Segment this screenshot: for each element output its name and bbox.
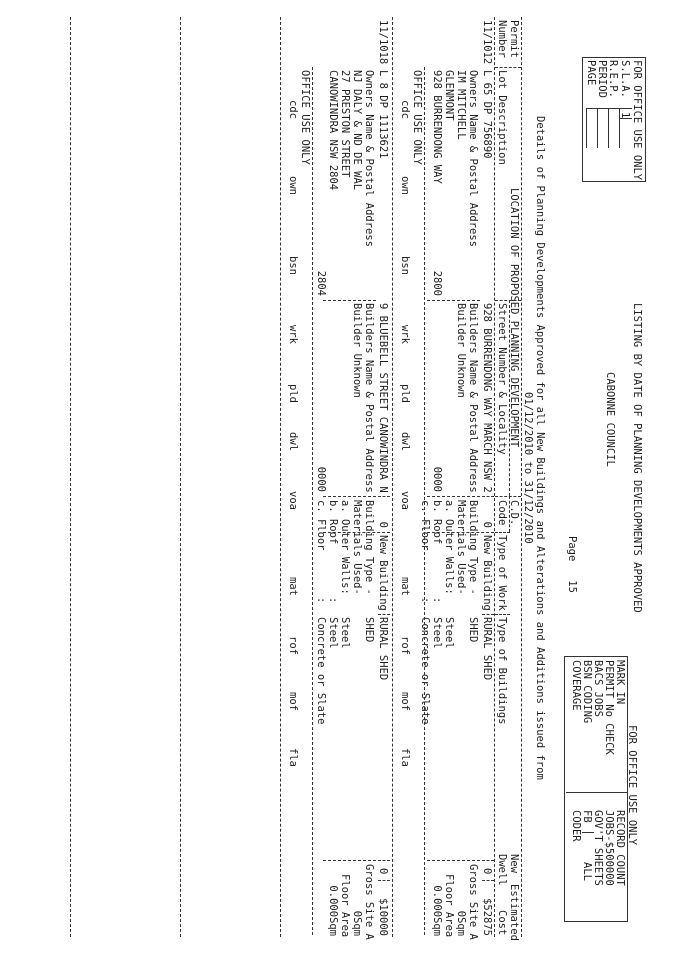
office-left-entry-underline-4: [586, 108, 587, 148]
record-2-builder-divider: [323, 496, 376, 497]
office-left-value-sla: 1: [619, 112, 631, 119]
office-right-title: FOR OFFICE USE ONLY: [626, 725, 638, 846]
record-2-site-label: Gross Site A: [363, 864, 375, 940]
record-2-owner-line-1: NJ DALY & ND DE WAL: [351, 70, 363, 191]
record-1-office-code-cdc: cdc: [399, 100, 411, 119]
record-2-work: New Building: [377, 535, 389, 611]
record-1-dwell-right: [482, 880, 494, 881]
record-2-dwell-left: [378, 860, 390, 861]
record-2-building-type: SHED: [363, 617, 375, 643]
record-1-office-code-own: own: [399, 176, 411, 195]
column-type-of-work: Type of Work: [496, 535, 508, 611]
record-2-office-code-rof: rof: [287, 636, 299, 655]
record-1-dwell-left: [482, 860, 494, 861]
record-1-office-rule-top: [424, 67, 425, 935]
record-2-street: 9 BLUEBELL STREET CANOWINDRA N: [377, 303, 389, 493]
column-estimated-line-1: Estimated: [508, 884, 520, 941]
record-1-floor-area-value: 0.000Sqm: [431, 885, 443, 936]
office-left-label-period: PERIOD: [596, 60, 608, 98]
record-2-materials-label: Materials Used-: [351, 500, 363, 595]
record-1-walls: Steel: [443, 617, 455, 649]
office-right-jobs-500000: JOBS-$500000: [603, 810, 615, 886]
record-1-materials-label: Materials Used-: [455, 500, 467, 595]
office-left-label-sla: S.L.A.: [619, 60, 631, 98]
record-1-site-value: 0Sqm: [455, 910, 467, 936]
record-2-walls: Steel: [339, 617, 351, 649]
column-divider-location: [495, 300, 521, 301]
record-2-builder-line-1: Builder Unknown: [351, 303, 363, 398]
date-range: 01/12/2010 to 31/12/2010: [522, 392, 534, 544]
office-left-label-page: PAGE: [585, 60, 597, 86]
office-right-permit-check: PERMIT No CHECK: [603, 660, 615, 755]
record-2-office-code-mof: mof: [287, 692, 299, 711]
record-1-owner-line-2: GLENMONT: [443, 70, 455, 121]
record-2-permit: 11/1018: [377, 20, 389, 65]
column-permit-line-2: Number: [496, 20, 508, 58]
record-2-owner-postcode: 2804: [315, 270, 327, 296]
record-2-building-divider: [378, 614, 390, 615]
office-left-entry-underline-2: [608, 108, 609, 148]
column-type-of-buildings: Type of Buildings: [496, 617, 508, 725]
record-1-floor: Concrete or Slate: [419, 617, 431, 725]
record-1-builder-label: Builders Name & Postal Address: [467, 303, 479, 493]
record-1-office-code-pld: pld: [399, 384, 411, 403]
record-1-owner-line-1: IM MITCHELL: [455, 70, 467, 140]
record-2-cd-divider: [378, 496, 390, 497]
record-2-cost: $10000: [377, 898, 389, 936]
record-1-office-code-rof: rof: [399, 636, 411, 655]
record-2-floor-colon: :: [315, 597, 327, 604]
record-1-permit: 11/1012: [481, 20, 493, 65]
record-1-walls-label: a. Outer Walls:: [443, 500, 455, 595]
record-1-owner-postcode: 2800: [431, 270, 443, 296]
empty-row-rule-1: [180, 17, 181, 937]
office-right-record-count: RECORD COUNT: [614, 810, 626, 886]
record-2-site-value: 0Sqm: [351, 910, 363, 936]
column-new-line-2: Dwell: [496, 854, 508, 886]
record-2-code: 0: [377, 521, 389, 528]
record-2-owner-line-2: 27 PRESTON STREET: [339, 70, 351, 178]
record-2-owner-divider: [323, 300, 376, 301]
record-2-owner-label: Owners Name & Postal Address: [363, 70, 375, 248]
record-2-building-type-label: Building Type -: [363, 500, 375, 595]
record-2-lot: L 8 DP 1113621: [377, 70, 389, 159]
record-2-dwell: 0: [377, 868, 389, 875]
details-line: Details of Planning Developments Approved for all New Buildings and Alterations and Additions issued from: [534, 116, 546, 780]
record-2-office-title: OFFICE USE ONLY: [299, 70, 311, 165]
record-2-bottom-rule: [280, 17, 281, 937]
record-2-office-code-cdc: cdc: [287, 100, 299, 119]
office-right-govt-sheets: GOV'T SHEETS: [592, 810, 604, 886]
record-1-street: 928 BURRENDONG WAY MARCH NSW 2: [481, 303, 493, 493]
office-left-entry-divider-2: [620, 118, 632, 119]
office-right-coder: CODER: [570, 810, 582, 842]
record-2-office-code-own: own: [287, 176, 299, 195]
office-right-fb: FB: [581, 810, 593, 823]
record-1-roof-label: b. Roof: [431, 500, 443, 545]
record-1-building-divider: [482, 614, 494, 615]
record-2-floor: Concrete or Slate: [315, 617, 327, 725]
record-1-builder-divider: [427, 496, 480, 497]
record-1-code: 0: [481, 521, 493, 528]
column-new-line-1: New: [508, 854, 520, 873]
record-2-office-code-dwl: dwl: [287, 432, 299, 451]
column-cd-underline: [509, 496, 510, 532]
office-left-entry-underline-3: [597, 108, 598, 148]
record-2-floor-area-value: 0.000Sqm: [327, 885, 339, 936]
record-1-site-label: Gross Site A: [467, 864, 479, 940]
page-number: Page 15: [566, 536, 578, 593]
record-1-builder-line-1: Builder Unknown: [455, 303, 467, 398]
record-1-building: RURAL SHED: [481, 617, 493, 681]
record-1-bottom-rule: [392, 17, 393, 937]
column-divider-work: [495, 532, 510, 533]
record-2-office-code-wrk: wrk: [287, 325, 299, 344]
column-permit-line-1: Permit: [508, 20, 520, 58]
record-2-office-code-pld: pld: [287, 384, 299, 403]
record-1-cost: $52875: [481, 898, 493, 936]
office-right-mark-in: MARK IN: [614, 660, 626, 705]
record-1-dwell: 0: [481, 868, 493, 875]
column-location-underline: [509, 300, 510, 496]
column-divider-permit: [495, 67, 521, 68]
record-1-office-code-bsn: bsn: [399, 256, 411, 275]
record-2-owner-line-3: CANOWINDRA NSW 2804: [327, 70, 339, 191]
office-right-bacs-jobs: BACS JOBS: [592, 660, 604, 717]
office-left-entry-underline-1: [619, 108, 620, 148]
record-2-builder-postcode: 0000: [315, 466, 327, 492]
column-cd-line-2: Code: [496, 500, 508, 526]
record-1-office-code-mat: mat: [399, 577, 411, 596]
record-1-office-title: OFFICE USE ONLY: [411, 70, 423, 165]
record-2-roof-label: b. Roof: [327, 500, 339, 545]
empty-row-rule-2: [70, 17, 71, 937]
record-1-office-code-dwl: dwl: [399, 432, 411, 451]
record-2-office-code-fla: fla: [287, 748, 299, 767]
record-2-floor-area-label: Floor Area: [339, 874, 351, 938]
record-1-office-code-voa: voa: [399, 491, 411, 510]
council-name: CABONNE COUNCIL: [604, 372, 616, 467]
record-1-builder-postcode: 0000: [431, 466, 443, 492]
record-1-lot: L 65 DP 756890: [481, 70, 493, 159]
record-2-roof: Steel: [327, 617, 339, 649]
office-right-fb-divider: [582, 832, 594, 833]
record-1-office-code-fla: fla: [399, 748, 411, 767]
record-1-owner-label: Owners Name & Postal Address: [467, 70, 479, 248]
office-right-coverage: COVERAGE: [570, 660, 582, 711]
record-1-floor-area-label: Floor Area: [443, 874, 455, 938]
office-right-divider: [566, 792, 628, 793]
column-divider-cd: [495, 496, 521, 497]
office-right-bsn-coding: BSN CODING: [581, 660, 593, 724]
record-2-office-code-mat: mat: [287, 577, 299, 596]
office-left-entry-divider: [586, 108, 632, 109]
column-street-locality: Street Number & Locality: [496, 303, 508, 455]
record-2-roof-colon: :: [327, 597, 339, 604]
record-2-builder-label: Builders Name & Postal Address: [363, 303, 375, 493]
column-estimated-line-2: Cost: [496, 910, 508, 936]
record-1-owner-line-3: 928 BURRENDONG WAY: [431, 70, 443, 184]
record-2-dwell-right: [378, 880, 390, 881]
record-1-work: New Building: [481, 535, 493, 611]
column-cd-line-1: C.D.: [508, 500, 520, 526]
column-header-top-rule: [521, 17, 522, 937]
record-2-office-rule-top: [312, 67, 313, 935]
record-1-floor-label: c. Floor: [419, 500, 431, 551]
record-1-site-divider: [427, 860, 480, 861]
office-left-title: FOR OFFICE USE ONLY: [631, 60, 643, 181]
record-1-building-type: SHED: [467, 617, 479, 643]
record-1-roof-colon: :: [431, 597, 443, 604]
record-2-office-code-voa: voa: [287, 491, 299, 510]
record-2-building: RURAL SHED: [377, 617, 389, 681]
record-1-roof: Steel: [431, 617, 443, 649]
record-2-site-divider: [323, 860, 376, 861]
office-left-label-rep: R.E.P.: [607, 60, 619, 98]
office-right-all: ALL: [581, 862, 593, 881]
column-location-title: LOCATION OF PROPOSED PLANNING DEVELOPMENT: [508, 188, 520, 448]
record-2-office-code-bsn: bsn: [287, 256, 299, 275]
record-1-floor-colon: :: [419, 597, 431, 604]
column-lot-description: Lot Description: [496, 70, 508, 165]
record-2-floor-label: c. Floor: [315, 500, 327, 551]
record-1-cd-divider: [482, 496, 494, 497]
record-1-office-code-mof: mof: [399, 692, 411, 711]
record-1-office-code-wrk: wrk: [399, 325, 411, 344]
column-divider-buildings: [495, 614, 510, 615]
record-1-building-type-label: Building Type -: [467, 500, 479, 595]
listing-title: LISTING BY DATE OF PLANNING DEVELOPMENTS APPROVED: [631, 303, 643, 613]
column-header-bottom-rule: [494, 17, 495, 937]
record-2-walls-label: a. Outer Walls:: [339, 500, 351, 595]
record-1-owner-divider: [427, 300, 480, 301]
